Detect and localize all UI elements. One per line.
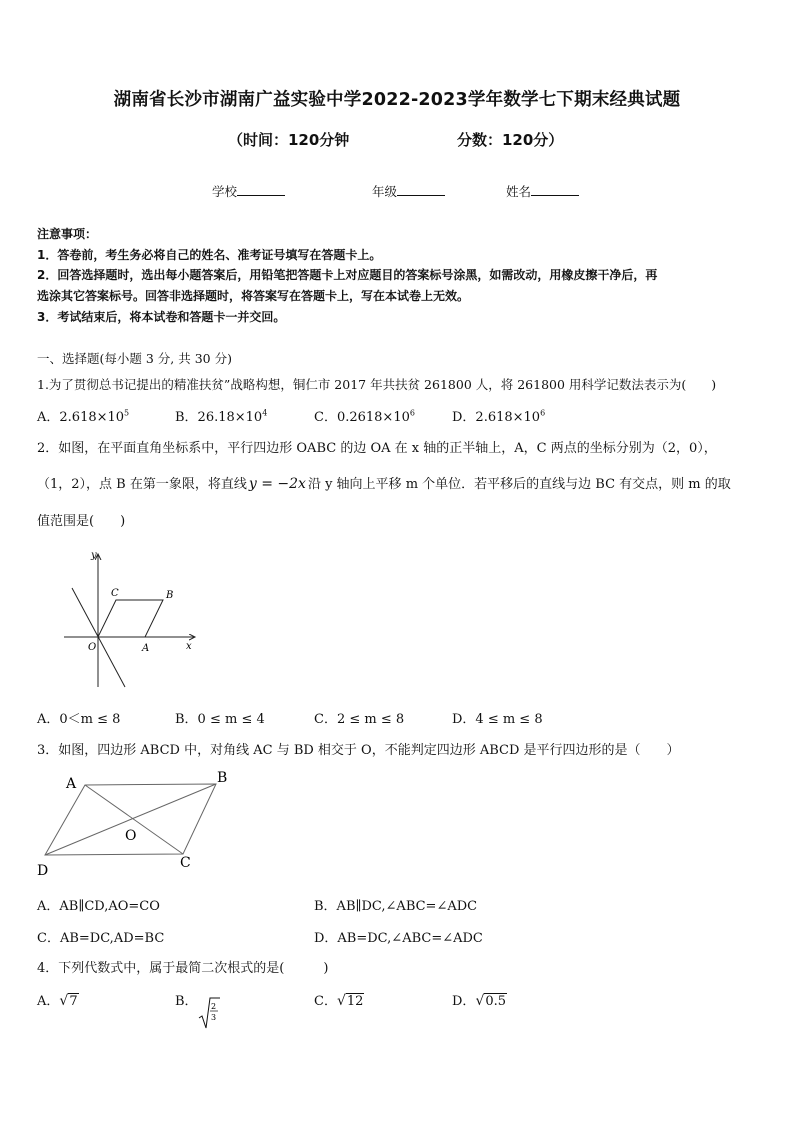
- q1-option-d: [452, 406, 545, 425]
- q4-option-a-radicand: 7: [69, 994, 78, 1009]
- sqrt-icon: √: [475, 993, 485, 1009]
- q2-line-2-post: 沿 y 轴向上平移 m 个单位．若平移后的直线与边 BC 有交点，则 m 的取: [307, 477, 731, 492]
- q3-option-a: A．AB∥CD,AO=CO: [37, 899, 160, 914]
- notice-item-2a: 2．回答选择题时，选出每小题答案后，用铅笔把答题卡上对应题目的答案标号涂黑，如需改动，用橡皮擦干净后，再: [37, 268, 658, 282]
- sqrt-icon: [199, 998, 220, 1028]
- notice-heading: 注意事项：: [37, 227, 98, 241]
- school-label: 学校: [212, 184, 238, 199]
- label-y: y: [91, 550, 97, 561]
- parallelogram-oabc: [98, 600, 163, 637]
- q1-option-b-text: B．26.18×10: [175, 410, 263, 425]
- q4-option-d-label: D．: [452, 994, 476, 1009]
- q2-line-3: 值范围是( ): [37, 514, 126, 529]
- q4-option-b-denominator: 3: [211, 1013, 217, 1022]
- q1-option-d-text: D．2.618×10: [452, 410, 541, 425]
- name-label: 姓名: [506, 184, 532, 199]
- label-a: A: [142, 643, 150, 654]
- q2-option-a: A．0＜m ≤ 8: [37, 712, 121, 727]
- q1-option-c-exp: 6: [409, 408, 415, 418]
- label-o: O: [88, 642, 97, 653]
- q2-line-2-pre: （1，2），点 B 在第一象限，将直线: [37, 477, 247, 492]
- q2-coordinate-figure: [58, 544, 208, 692]
- notice-item-2b: 选涂其它答案标号。回答非选择题时，将答案写在答题卡上，写在本试卷上无效。: [37, 289, 470, 303]
- sqrt-icon: √: [59, 993, 69, 1009]
- section-heading: 一、选择题(每小题 3 分, 共 30 分): [37, 351, 232, 366]
- q1-option-c: [314, 406, 415, 425]
- q1-option-a: [37, 406, 129, 425]
- q1-option-a-exp: 5: [124, 408, 130, 418]
- q4-option-a-label: A．: [37, 994, 60, 1009]
- q3-parallelogram-figure: [30, 765, 240, 881]
- label-c: C: [111, 588, 119, 599]
- notice-item-3: 3．考试结束后，将本试卷和答题卡一并交回。: [37, 310, 286, 324]
- q4-option-b: [175, 990, 198, 1009]
- grade-field: [372, 182, 445, 200]
- q1-option-c-text: C．0.2618×10: [314, 410, 410, 425]
- q4-option-c-radicand: 12: [346, 994, 364, 1009]
- q4-option-d: [452, 990, 507, 1009]
- sqrt-icon: √: [336, 993, 346, 1009]
- q4-option-b-radical: [198, 996, 222, 1030]
- name-blank: [531, 183, 579, 196]
- q1-option-a-text: A．2.618×10: [37, 410, 125, 425]
- q2-option-d: D．4 ≤ m ≤ 8: [452, 712, 543, 727]
- q3-stem: 3．如图，四边形 ABCD 中，对角线 AC 与 BD 相交于 O，不能判定四边形 ABCD 是平行四边形的是（ ）: [37, 743, 680, 758]
- exam-score: 分数：120分）: [457, 131, 564, 149]
- q2-option-b: B．0 ≤ m ≤ 4: [175, 712, 265, 727]
- school-blank: [237, 183, 285, 196]
- q2-formula: y = −2x: [248, 476, 306, 492]
- diagonal-bd: [45, 784, 216, 855]
- page-title: 湖南省长沙市湖南广益实验中学2022-2023学年数学七下期末经典试题: [113, 90, 681, 110]
- q4-option-b-numerator: 2: [211, 1002, 217, 1011]
- q1-stem: 1.为了贯彻总书记提出的精准扶贫”战略构想，铜仁市 2017 年共扶贫 261800 人，将 261800 用科学记数法表示为( ): [37, 377, 717, 392]
- label-d: D: [37, 863, 49, 879]
- q3-option-c: C．AB=DC,AD=BC: [37, 931, 165, 946]
- q1-option-b: [175, 406, 267, 425]
- grade-label: 年级: [372, 184, 398, 199]
- school-field: [212, 182, 285, 200]
- q4-option-b-label: B．: [175, 994, 198, 1009]
- q4-option-c-label: C．: [314, 994, 337, 1009]
- label-a: A: [66, 776, 77, 792]
- q3-option-d: D．AB=DC,∠ABC=∠ADC: [314, 931, 483, 946]
- label-b: B: [217, 770, 228, 786]
- q1-option-b-exp: 4: [262, 408, 268, 418]
- name-field: [506, 182, 579, 200]
- q1-option-d-exp: 6: [540, 408, 546, 418]
- label-o: O: [125, 828, 137, 844]
- q2-line-1: 2．如图，在平面直角坐标系中，平行四边形 OABC 的边 OA 在 x 轴的正半轴上，A，C 两点的坐标分别为（2，0），: [37, 441, 717, 456]
- grade-blank: [397, 183, 445, 196]
- label-b: B: [166, 590, 174, 601]
- q3-option-b: B．AB∥DC,∠ABC=∠ADC: [314, 899, 478, 914]
- label-x: x: [186, 641, 192, 652]
- exam-time: （时间：120分钟: [228, 131, 350, 149]
- q4-option-a: [37, 990, 79, 1009]
- label-c: C: [180, 855, 191, 871]
- q2-option-c: C．2 ≤ m ≤ 8: [314, 712, 405, 727]
- q2-line-2: [37, 473, 731, 492]
- notice-item-1: 1．答卷前，考生务必将自己的姓名、准考证号填写在答题卡上。: [37, 248, 382, 262]
- q4-option-d-radicand: 0.5: [485, 994, 507, 1009]
- q4-option-c: [314, 990, 364, 1009]
- q4-stem: 4．下列代数式中，属于最简二次根式的是( ): [37, 961, 329, 976]
